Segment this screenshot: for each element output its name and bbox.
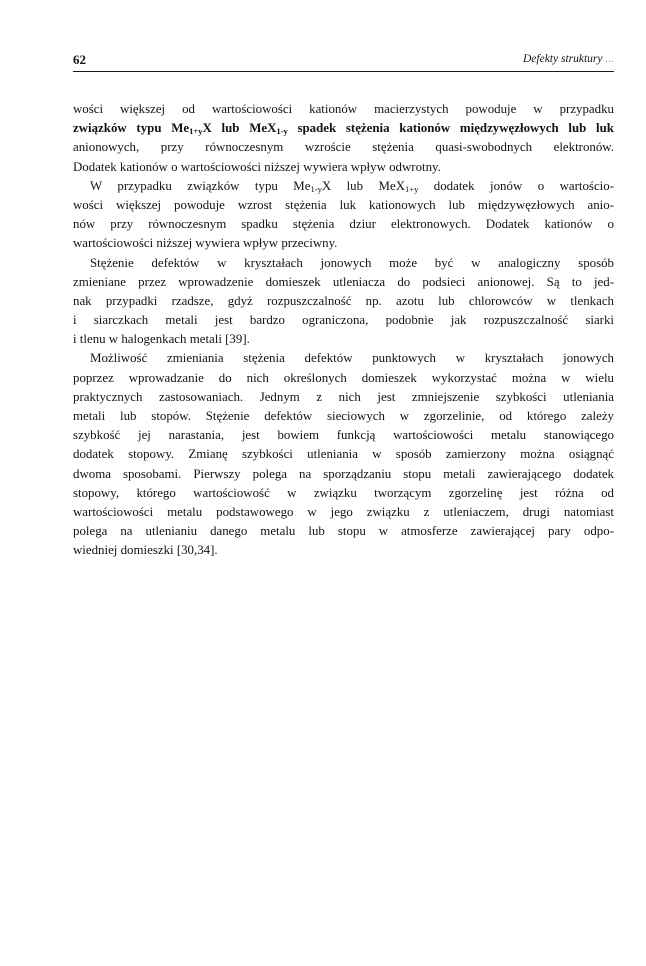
formula: $Me_{1-y}X$ (293, 178, 332, 194)
text-line: wartościowości niższej wywiera wpływ przeciwny. (73, 236, 338, 251)
text-line: anionowych, przy równoczesnym wzroście stężenia quasi-swobodnych elektronów. (73, 140, 614, 155)
text-line: dodatek stopowy. Zmianę szybkości utleniania w sposób zamierzony można osiągnąć (73, 447, 614, 462)
text-line: zmieniane przez wprowadzenie domieszek utleniacza do podsieci anionowej. Są to jed- (73, 274, 614, 289)
page-header (73, 52, 614, 72)
text-line: i siarczkach metali jest bardzo ograniczona, podobnie jak rozpuszczalność siarki (73, 313, 614, 328)
text-line: metali lub stopów. Stężenie defektów sieciowych w zgorzelinie, od którego zależy (73, 409, 614, 423)
text-line: Stężenie defektów w kryształach jonowych może być w analogiczny sposób (90, 255, 614, 270)
text-line: polega na utlenianiu danego metalu lub stopu w atmosferze zawierającej pary odpo- (73, 524, 614, 539)
text-line: stopowy, którego wartościowość w związku tworzącym zgorzelinę jest różna od (73, 485, 614, 500)
text-line: i tlenu w halogenkach metali [39]. (73, 332, 250, 347)
text-line: Dodatek kationów o wartościowości niższej wywiera wpływ odwrotny. (73, 159, 441, 174)
text-line: dwoma sposobami. Pierwszy polega na sporządzaniu stopu metali zawierającego dodatek (73, 466, 614, 481)
text-line: Możliwość zmieniania stężenia defektów punktowych w kryształach jonowych (90, 351, 614, 366)
body-text (73, 100, 614, 561)
text-line: W przypadku związków typu $Me_{1-y}X$ lub MeX$_{1+y}$ dodatek jonów o wartościo- (90, 178, 614, 194)
running-head-ellipsis: ... (605, 53, 614, 65)
running-head (523, 53, 614, 65)
page-number: 62 (73, 52, 86, 67)
formula: MeX$_{1+y}$ (378, 178, 419, 194)
text-line: nak przypadki rzadsze, gdyż rozpuszczalność np. azotu lub chlorowców w tlenkach (73, 293, 614, 308)
text-line: wartościowości metalu podstawowego w jego związku z utleniaczem, drugi natomiast (73, 504, 614, 519)
text-line: szybkość jej narastania, jest bowiem funkcją wartościowości metalu stanowiącego (73, 428, 614, 443)
text-line: wości większej powoduje wzrost stężenia luk kationowych lub międzywęzłowych anio- (73, 197, 614, 212)
header-rule (73, 71, 614, 72)
text-line: związków typu $Me_{1+y}X$ lub MeX$_{1-y}$ spadek stężenia kationów międzywęzłowych lub luk (73, 121, 614, 137)
formula: $Me_{1+y}X$ (171, 121, 212, 137)
text-line: poprzez wprowadzanie do nich określonych domieszek wykorzystać można w wielu (73, 370, 614, 385)
text-line: wiedniej domieszki [30,34]. (73, 543, 218, 558)
running-head-title: Defekty struktury (522, 53, 603, 65)
text-line: praktycznych zastosowaniach. Jednym z nich jest zmniejszenie szybkości utleniania (73, 389, 614, 404)
text-line: wości większej od wartościowości kationów macierzystych powoduje w przypadku (73, 102, 614, 116)
text-line: nów przy równoczesnym spadku stężenia dziur elektronowych. Dodatek kationów o (73, 217, 614, 232)
formula: MeX$_{1-y}$ (249, 121, 288, 137)
